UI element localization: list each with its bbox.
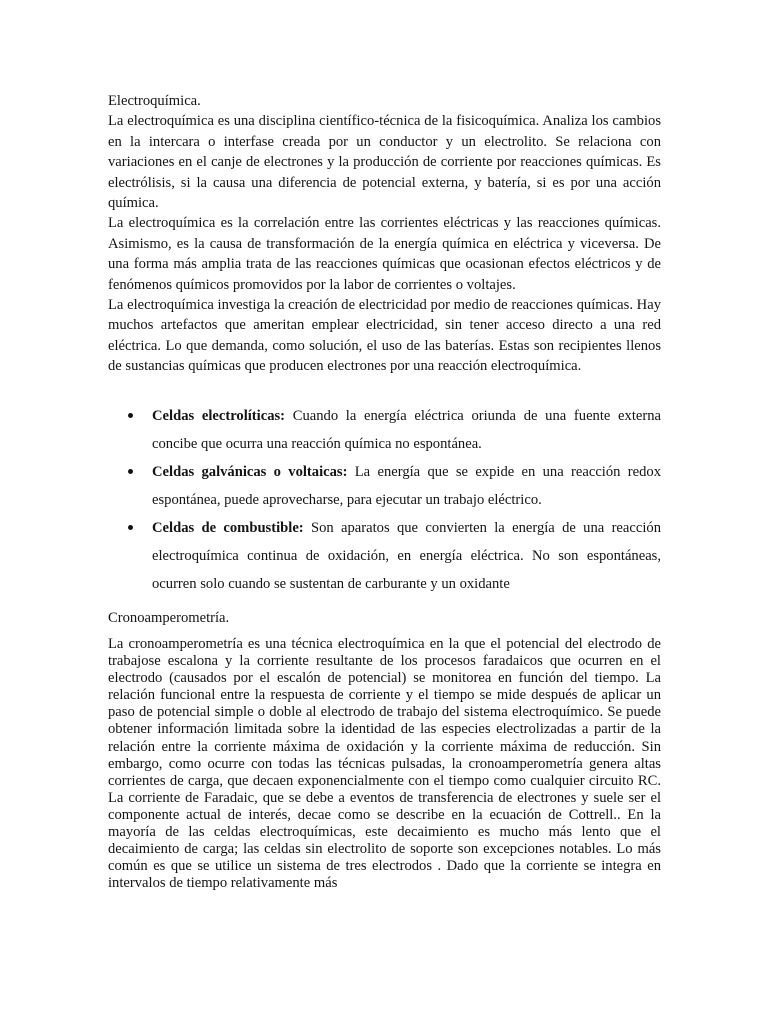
bullet-text: La energía que se expide en una reacción redox espontánea, puede aprovecharse, para ejecutar un trabajo eléctrico. <box>152 464 661 508</box>
bullet-icon <box>128 413 133 418</box>
bullet-text: Cuando la energía eléctrica oriunda de una fuente externa concibe que ocurra una reacción química no espontánea. <box>152 408 661 452</box>
bullet-term: Celdas electrolíticas: <box>152 408 286 424</box>
paragraph: La electroquímica es una disciplina científico-técnica de la fisicoquímica. Analiza los cambios en la intercara o interfase creada por un conductor y un electrolito. Se relaciona con variaciones en el canje de electrones y la producción de corriente por reacciones químicas. Es electrólisis, si la causa una diferencia de potencial externa, y batería, si es por una acción química. <box>108 113 661 212</box>
section-heading-cronoamperometria: Cronoamperometría. <box>108 610 230 626</box>
bullet-term: Celdas galvánicas o voltaicas: <box>152 464 348 480</box>
list-item <box>126 458 661 514</box>
list-item <box>126 402 661 458</box>
bullet-icon <box>128 469 133 474</box>
bullet-list <box>126 402 661 598</box>
section-electroquimica <box>108 91 661 377</box>
paragraph-cronoamperometria: La cronoamperometría es una técnica electroquímica en la que el potencial del electrodo de trabajose escalona y la corriente resultante de los procesos faradaicos que ocurren en el electrodo (causados por el escalón de potencial) se monitorea en función del tiempo. La relación funcional entre la respuesta de corriente y el tiempo se mide después de aplicar un paso de potencial simple o doble al electrodo de trabajo del sistema electroquímico. Se puede obtener información limitada sobre la identidad de las especies electrolizadas a partir de la relación entre la corriente máxima de oxidación y la corriente máxima de reducción. Sin embargo, como ocurre con todas las técnicas pulsadas, la cronoamperometría genera altas corrientes de carga, que decaen exponencialmente con el tiempo como cualquier circuito RC. La corriente de Faradaic, que se debe a eventos de transferencia de electrones y suele ser el componente actual de interés, decae como se describe en la ecuación de Cottrell.. En la mayoría de las celdas electroquímicas, este decaimiento es mucho más lento que el decaimiento de carga; las celdas sin electrolito de soporte son excepciones notables. Lo más común es que se utilice un sistema de tres electrodos . Dado que la corriente se integra en intervalos de tiempo relativamente más <box>108 636 661 892</box>
bullet-icon <box>128 525 133 530</box>
list-item <box>126 514 661 598</box>
paragraph: La electroquímica es la correlación entre las corrientes eléctricas y las reacciones químicas. Asimismo, es la causa de transformación de la energía química en eléctrica y viceversa. De una forma más amplia trata de las reacciones químicas que ocasionan efectos eléctricos y de fenómenos químicos promovidos por la labor de corrientes o voltajes. <box>108 215 661 293</box>
section-heading: Electroquímica. <box>108 93 201 109</box>
paragraph: La electroquímica investiga la creación de electricidad por medio de reacciones químicas. Hay muchos artefactos que ameritan emplear electricidad, sin tener acceso directo a una red eléctrica. Lo que demanda, como solución, el uso de las baterías. Estas son recipientes llenos de sustancias químicas que producen electrones por una reacción electroquímica. <box>108 297 661 375</box>
bullet-term: Celdas de combustible: <box>152 520 304 536</box>
bullet-text: Son aparatos que convierten la energía de una reacción electroquímica continua de oxidación, en energía eléctrica. No son espontáneas, ocurren solo cuando se sustentan de carburante y un oxidante <box>152 520 661 592</box>
